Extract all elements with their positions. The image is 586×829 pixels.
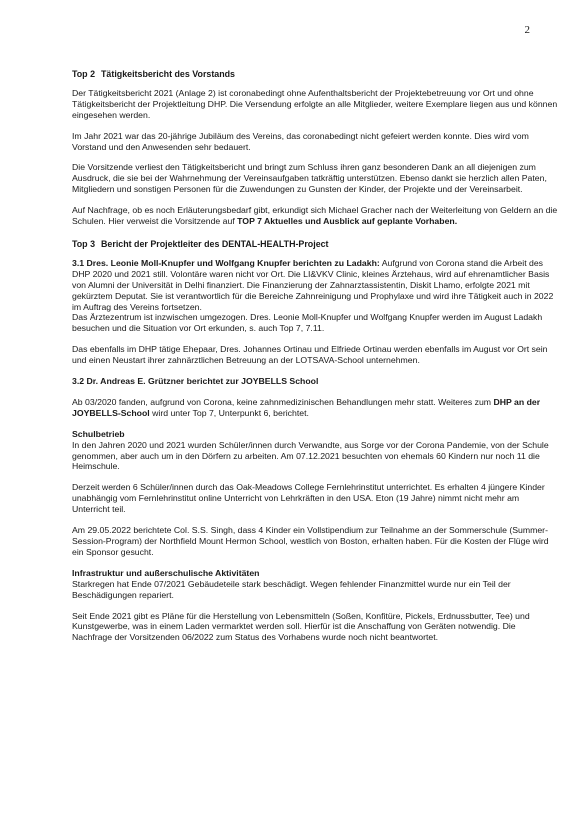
s32-heading-text: 3.2 Dr. Andreas E. Grützner berichtet zur JOYBELLS School <box>72 376 319 387</box>
s32-p1-bold: DHP an der JOYBELLS-School <box>72 396 541 418</box>
s31-paragraph-1 <box>72 258 558 313</box>
document-body <box>72 69 558 653</box>
infrastructure-paragraph-2: Seit Ende 2021 gibt es Pläne für die Herstellung von Lebensmitteln (Soßen, Konfitüre, Pickels, Erdnussbutter, Tee) und Kunstgewerbe, was in einem Laden vermarktet werden soll. Hierfür ist die Anschaffung von Geräten notwendig. Die Nachfrage der Vorsitzenden 06/2022 zum Status des Vorhabens wurde noch nicht beantwortet. <box>72 610 530 643</box>
s31-heading: 3.1 Dres. Leonie Moll-Knupfer und Wolfgang Knupfer berichten zu Ladakh: <box>72 257 380 268</box>
top2-title: Tätigkeitsbericht des Vorstands <box>101 69 235 79</box>
infrastructure-heading <box>72 568 558 579</box>
top3-heading <box>72 239 558 250</box>
s31-paragraph-2: Das Ärztezentrum ist inzwischen umgezogen. Dres. Leonie Moll-Knupfer und Wolfgang Knupfer werden im August Ladakh besuchen und die Situation vor Ort erkunden, s. auch Top 7, 7.11. <box>72 312 543 334</box>
s31-paragraph-3: Das ebenfalls im DHP tätige Ehepaar, Dres. Johannes Ortinau und Elfriede Ortinau werden ebenfalls im August vor Ort sein und einen Neustart ihrer zahnärztlichen Betreuung an der LOTSAVA-School unternehmen. <box>72 344 548 366</box>
infrastructure-paragraph-1: Starkregen hat Ende 07/2021 Gebäudeteile stark beschädigt. Wegen fehlender Finanzmittel wurde nur ein Teil der Beschädigungen repariert. <box>72 578 511 600</box>
schulbetrieb-paragraph-1: In den Jahren 2020 und 2021 wurden Schüler/innen durch Verwandte, aus Sorge vor der Corona Pandemie, von der Schule genommen, aber auch um in den Dörfern zu arbeiten. Am 07.12.2021 besuchten von ehemals 60 Kindern nur noch 11 die Heimschule. <box>72 439 549 472</box>
s32-p1-text: Ab 03/2020 fanden, aufgrund von Corona, keine zahnmedizinischen Behandlungen mehr statt. Weiteres zum <box>72 396 494 407</box>
top2-p4-bold: TOP 7 Aktuelles und Ausblick auf geplante Vorhaben. <box>237 216 458 227</box>
top2-paragraph-4 <box>72 205 558 227</box>
schulbetrieb-heading-text: Schulbetrieb <box>72 428 125 439</box>
page-number: 2 <box>524 24 530 36</box>
top3-title: Bericht der Projektleiter des DENTAL-HEALTH-Project <box>101 238 329 249</box>
schulbetrieb-heading <box>72 429 558 440</box>
top2-p4-text: Auf Nachfrage, ob es noch Erläuterungsbedarf gibt, erkundigt sich Michael Gracher nach der Weiterleitung von Geldern an die Schulen. Hier verweist die Vorsitzende auf <box>72 205 558 227</box>
top2-heading <box>72 69 558 80</box>
top3-number: Top 3 <box>72 238 96 249</box>
top2-number: Top 2 <box>72 69 96 79</box>
s31-text: Aufgrund von Corona stand die Arbeit des DHP 2020 und 2021 still. Volontäre waren nicht vor Ort. Die LI&VKV Clinic, kleines Ärztehaus, wird auf ehrenamtlicher Basis von Alumni der Universität in Delhi finanziert. Die Finanzierung der Zahnarztassistentin, Diskit Lhamo, erfolgte 2021 mit gekürztem Deputat. Sie ist verantwortlich für die Bereiche Zahnreinigung und Prophylaxe und wird ihre Tätigkeit auch in 2022 im Auftrag des Vereins fortsetzen. <box>72 257 554 312</box>
top2-paragraph-3: Die Vorsitzende verliest den Tätigkeitsbericht und bringt zum Schluss ihren ganz besonderen Dank an all diejenigen zum Ausdruck, die sie bei der Wahrnehmung der Vereinsaufgaben tatkräftig unterstützen. Ebenso dankt sie herzlich allen Paten, Mitgliedern und sonstigen Personen für die Zuwendungen zu Gunsten der Kinder, der Projekte und der Vereinsarbeit. <box>72 162 547 195</box>
schulbetrieb-paragraph-3: Am 29.05.2022 berichtete Col. S.S. Singh, dass 4 Kinder ein Vollstipendium zur Teilnahme an der Sommerschule (Summer-Session-Program) der Northfield Mount Hermon School, westlich von Boston, erhalten haben. Für die Kosten der Flüge wird ein Sponsor gesucht. <box>72 525 549 557</box>
top2-paragraph-1: Der Tätigkeitsbericht 2021 (Anlage 2) ist coronabedingt ohne Aufenthaltsbericht der Projektebetreuung vor Ort und ohne Tätigkeitsbericht der Projektleitung DHP. Die Versendung erfolgte an alle Mitglieder, weitere Exemplare liegen aus und können eingesehen werden. <box>72 87 558 120</box>
schulbetrieb-paragraph-2: Derzeit werden 6 Schüler/innen durch das Oak-Meadows College Fernlehrinstitut unterrichtet. Es erhalten 4 jüngere Kinder unabhängig vom Fernlehrinstitut online Unterricht von Lehrkräften in den USA. Eton (19 Jahre) nimmt nicht mehr am Unterricht teil. <box>72 482 545 515</box>
top2-paragraph-2: Im Jahr 2021 war das 20-jährige Jubiläum des Vereins, das coronabedingt nicht gefeiert werden konnte. Dies wird vom Vorstand und den Anwesenden sehr bedauert. <box>72 130 529 152</box>
infrastructure-heading-text: Infrastruktur und außerschulische Aktivitäten <box>72 567 260 578</box>
s32-paragraph-1 <box>72 397 558 419</box>
s32-heading <box>72 376 558 387</box>
s32-p1-tail: wird unter Top 7, Unterpunkt 6, berichtet. <box>149 407 309 418</box>
